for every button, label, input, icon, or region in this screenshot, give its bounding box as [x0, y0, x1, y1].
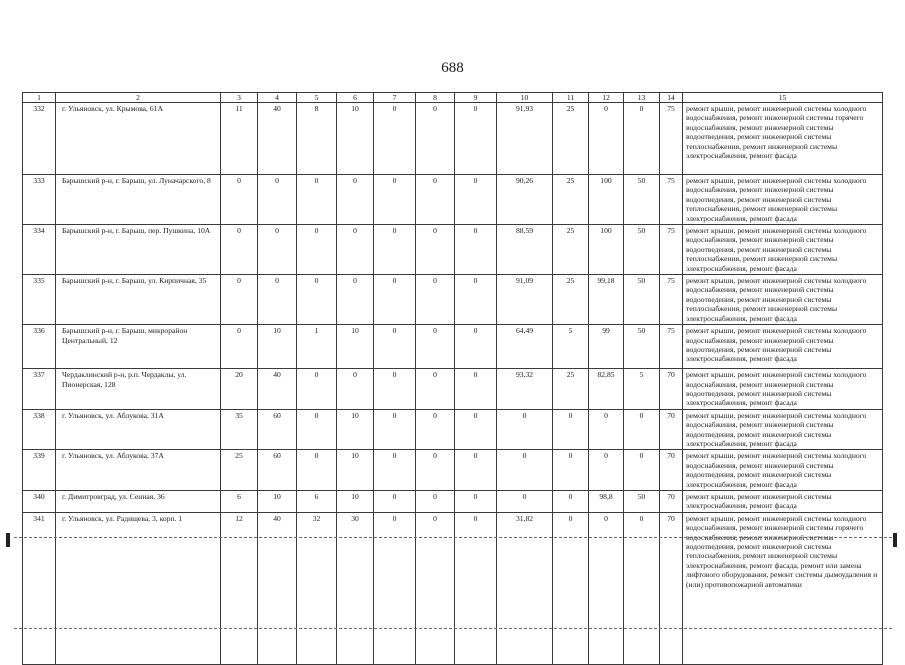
address-cell: г. Димитровград, ул. Сенная, 36 — [56, 490, 221, 512]
scan-margin-mark — [6, 533, 10, 547]
value-cell-c4: 40 — [258, 369, 297, 410]
column-number: 14 — [660, 93, 683, 103]
column-number: 2 — [56, 93, 221, 103]
value-cell-c10: 0 — [497, 450, 553, 491]
column-number: 5 — [297, 93, 337, 103]
column-number: 12 — [589, 93, 624, 103]
column-number-row — [23, 93, 883, 103]
value-cell-c14: 75 — [660, 225, 683, 275]
address-cell: Барышский р-н, г. Барыш, ул. Кирпичная, 35 — [56, 275, 221, 325]
table-row — [23, 225, 883, 275]
scan-dashed-line — [14, 537, 892, 538]
row-number: 334 — [23, 225, 56, 275]
value-cell-c13: 0 — [624, 450, 660, 491]
value-cell-c13: 5 — [624, 369, 660, 410]
value-cell-c7: 0 — [374, 409, 416, 450]
value-cell-c3: 35 — [221, 409, 258, 450]
works-cell: ремонт крыши, ремонт инженерной системы холодного водоснабжения, ремонт инженерной системы водоотведения, ремонт инженерной системы теплоснабжения, ремонт инженерной системы электроснабжения, ремонт фасада — [683, 225, 883, 275]
value-cell-c9: 0 — [455, 175, 497, 225]
value-cell-c8: 0 — [416, 512, 455, 664]
value-cell-c12: 98,8 — [589, 490, 624, 512]
value-cell-c11: 25 — [553, 275, 589, 325]
value-cell-c4: 60 — [258, 450, 297, 491]
table-row — [23, 103, 883, 175]
value-cell-c3: 0 — [221, 175, 258, 225]
value-cell-c8: 0 — [416, 225, 455, 275]
value-cell-c8: 0 — [416, 450, 455, 491]
value-cell-c12: 99 — [589, 325, 624, 369]
value-cell-c10: 91,93 — [497, 103, 553, 175]
value-cell-c4: 0 — [258, 175, 297, 225]
value-cell-c6: 0 — [337, 175, 374, 225]
value-cell-c10: 0 — [497, 409, 553, 450]
value-cell-c5: 0 — [297, 409, 337, 450]
value-cell-c3: 20 — [221, 369, 258, 410]
works-cell: ремонт крыши, ремонт инженерной системы холодного водоснабжения, ремонт инженерной системы водоотведения, ремонт инженерной системы электроснабжения, ремонт фасада — [683, 325, 883, 369]
value-cell-c9: 0 — [455, 275, 497, 325]
row-number: 335 — [23, 275, 56, 325]
value-cell-c14: 70 — [660, 490, 683, 512]
value-cell-c14: 75 — [660, 325, 683, 369]
value-cell-c4: 40 — [258, 103, 297, 175]
value-cell-c12: 99,18 — [589, 275, 624, 325]
value-cell-c9: 0 — [455, 225, 497, 275]
value-cell-c11: 0 — [553, 490, 589, 512]
column-number: 9 — [455, 93, 497, 103]
value-cell-c11: 25 — [553, 175, 589, 225]
value-cell-c6: 10 — [337, 103, 374, 175]
value-cell-c14: 75 — [660, 275, 683, 325]
address-cell: Чердаклинский р-н, р.п. Чердаклы, ул. Пионерская, 128 — [56, 369, 221, 410]
value-cell-c5: 0 — [297, 369, 337, 410]
value-cell-c12: 0 — [589, 450, 624, 491]
value-cell-c5: 0 — [297, 175, 337, 225]
works-cell: ремонт крыши, ремонт инженерной системы холодного водоснабжения, ремонт инженерной системы водоотведения, ремонт инженерной системы теплоснабжения, ремонт инженерной системы электроснабжения, ремонт фасада — [683, 275, 883, 325]
value-cell-c14: 75 — [660, 175, 683, 225]
value-cell-c12: 0 — [589, 512, 624, 664]
value-cell-c13: 0 — [624, 512, 660, 664]
works-cell: ремонт крыши, ремонт инженерной системы холодного водоснабжения, ремонт инженерной системы водоотведения, ремонт инженерной системы электроснабжения, ремонт фасада — [683, 409, 883, 450]
value-cell-c12: 0 — [589, 103, 624, 175]
value-cell-c13: 50 — [624, 175, 660, 225]
value-cell-c5: 0 — [297, 450, 337, 491]
address-cell: г. Ульяновск, ул. Аблукова, 37А — [56, 450, 221, 491]
value-cell-c6: 0 — [337, 225, 374, 275]
value-cell-c8: 0 — [416, 369, 455, 410]
table-row — [23, 175, 883, 225]
value-cell-c7: 0 — [374, 275, 416, 325]
value-cell-c13: 50 — [624, 225, 660, 275]
value-cell-c6: 0 — [337, 369, 374, 410]
value-cell-c4: 0 — [258, 225, 297, 275]
value-cell-c4: 10 — [258, 325, 297, 369]
value-cell-c7: 0 — [374, 490, 416, 512]
value-cell-c4: 40 — [258, 512, 297, 664]
value-cell-c14: 70 — [660, 369, 683, 410]
row-number: 337 — [23, 369, 56, 410]
value-cell-c11: 0 — [553, 512, 589, 664]
value-cell-c13: 50 — [624, 490, 660, 512]
value-cell-c11: 5 — [553, 325, 589, 369]
value-cell-c3: 0 — [221, 275, 258, 325]
works-cell: ремонт крыши, ремонт инженерной системы холодного водоснабжения, ремонт инженерной системы водоотведения, ремонт инженерной системы теплоснабжения, ремонт инженерной системы электроснабжения, ремонт фасада — [683, 175, 883, 225]
table-row — [23, 275, 883, 325]
works-cell: ремонт крыши, ремонт инженерной системы электроснабжения, ремонт фасада — [683, 490, 883, 512]
value-cell-c8: 0 — [416, 490, 455, 512]
address-cell: г. Ульяновск, ул. Аблукова, 31А — [56, 409, 221, 450]
value-cell-c14: 70 — [660, 409, 683, 450]
scan-margin-mark — [893, 533, 897, 547]
value-cell-c8: 0 — [416, 175, 455, 225]
column-number: 11 — [553, 93, 589, 103]
value-cell-c7: 0 — [374, 175, 416, 225]
column-number: 15 — [683, 93, 883, 103]
value-cell-c10: 0 — [497, 490, 553, 512]
row-number: 339 — [23, 450, 56, 491]
value-cell-c9: 0 — [455, 103, 497, 175]
value-cell-c8: 0 — [416, 103, 455, 175]
value-cell-c11: 25 — [553, 103, 589, 175]
value-cell-c7: 0 — [374, 103, 416, 175]
works-table — [22, 92, 883, 665]
value-cell-c12: 0 — [589, 409, 624, 450]
column-number: 13 — [624, 93, 660, 103]
value-cell-c7: 0 — [374, 369, 416, 410]
value-cell-c8: 0 — [416, 325, 455, 369]
value-cell-c9: 0 — [455, 490, 497, 512]
value-cell-c12: 100 — [589, 225, 624, 275]
value-cell-c3: 6 — [221, 490, 258, 512]
value-cell-c11: 0 — [553, 450, 589, 491]
value-cell-c9: 0 — [455, 325, 497, 369]
value-cell-c5: 6 — [297, 490, 337, 512]
value-cell-c6: 10 — [337, 409, 374, 450]
value-cell-c14: 70 — [660, 512, 683, 664]
value-cell-c5: 1 — [297, 325, 337, 369]
value-cell-c10: 93,32 — [497, 369, 553, 410]
value-cell-c10: 64,49 — [497, 325, 553, 369]
value-cell-c10: 91,09 — [497, 275, 553, 325]
table-row — [23, 512, 883, 664]
column-number: 10 — [497, 93, 553, 103]
works-cell: ремонт крыши, ремонт инженерной системы холодного водоснабжения, ремонт инженерной системы горячего водоснабжения, ремонт инженерной системы водоотведения, ремонт инженерной системы теплоснабжения, ремонт инженерной системы электроснабжения, ремонт фасада, ремонт или замена лифтового оборудования, ремонт системы дымоудаления и (или) противопожарной автоматики — [683, 512, 883, 664]
value-cell-c3: 11 — [221, 103, 258, 175]
value-cell-c7: 0 — [374, 512, 416, 664]
works-cell: ремонт крыши, ремонт инженерной системы холодного водоснабжения, ремонт инженерной системы водоотведения, ремонт инженерной системы электроснабжения, ремонт фасада — [683, 369, 883, 410]
value-cell-c6: 0 — [337, 275, 374, 325]
column-number: 7 — [374, 93, 416, 103]
value-cell-c5: 8 — [297, 103, 337, 175]
value-cell-c7: 0 — [374, 325, 416, 369]
row-number: 332 — [23, 103, 56, 175]
scan-dashed-line — [14, 628, 892, 629]
table-row — [23, 325, 883, 369]
value-cell-c13: 50 — [624, 275, 660, 325]
value-cell-c3: 25 — [221, 450, 258, 491]
value-cell-c3: 12 — [221, 512, 258, 664]
table-row — [23, 450, 883, 491]
value-cell-c4: 60 — [258, 409, 297, 450]
value-cell-c3: 0 — [221, 325, 258, 369]
value-cell-c11: 25 — [553, 225, 589, 275]
value-cell-c8: 0 — [416, 275, 455, 325]
works-cell: ремонт крыши, ремонт инженерной системы холодного водоснабжения, ремонт инженерной системы водоотведения, ремонт инженерной системы электроснабжения, ремонт фасада — [683, 450, 883, 491]
row-number: 341 — [23, 512, 56, 664]
address-cell: Барышский р-н, г. Барыш, пер. Пушкина, 10А — [56, 225, 221, 275]
value-cell-c4: 10 — [258, 490, 297, 512]
value-cell-c14: 70 — [660, 450, 683, 491]
address-cell: Барышский р-н, г. Барыш, микрорайон Центральный, 12 — [56, 325, 221, 369]
value-cell-c14: 75 — [660, 103, 683, 175]
row-number: 333 — [23, 175, 56, 225]
page-number: 688 — [441, 60, 464, 76]
value-cell-c8: 0 — [416, 409, 455, 450]
address-cell: г. Ульяновск, ул. Крымова, 61А — [56, 103, 221, 175]
value-cell-c5: 0 — [297, 275, 337, 325]
value-cell-c6: 30 — [337, 512, 374, 664]
value-cell-c12: 100 — [589, 175, 624, 225]
value-cell-c7: 0 — [374, 225, 416, 275]
column-number: 6 — [337, 93, 374, 103]
value-cell-c10: 90,26 — [497, 175, 553, 225]
value-cell-c5: 32 — [297, 512, 337, 664]
column-number: 8 — [416, 93, 455, 103]
row-number: 340 — [23, 490, 56, 512]
value-cell-c6: 10 — [337, 450, 374, 491]
column-number: 3 — [221, 93, 258, 103]
value-cell-c13: 50 — [624, 325, 660, 369]
row-number: 336 — [23, 325, 56, 369]
works-cell: ремонт крыши, ремонт инженерной системы холодного водоснабжения, ремонт инженерной системы горячего водоснабжения, ремонт инженерной системы водоотведения, ремонт инженерной системы теплоснабжения, ремонт инженерной системы электроснабжения, ремонт фасада — [683, 103, 883, 175]
table-row — [23, 490, 883, 512]
row-number: 338 — [23, 409, 56, 450]
address-cell: Барышский р-н, г. Барыш, ул. Луначарского, 8 — [56, 175, 221, 225]
value-cell-c13: 0 — [624, 103, 660, 175]
value-cell-c3: 0 — [221, 225, 258, 275]
value-cell-c6: 10 — [337, 325, 374, 369]
value-cell-c9: 0 — [455, 369, 497, 410]
table-row — [23, 369, 883, 410]
value-cell-c4: 0 — [258, 275, 297, 325]
table-row — [23, 409, 883, 450]
value-cell-c9: 0 — [455, 512, 497, 664]
value-cell-c13: 0 — [624, 409, 660, 450]
value-cell-c12: 82,85 — [589, 369, 624, 410]
value-cell-c10: 31,82 — [497, 512, 553, 664]
column-number: 4 — [258, 93, 297, 103]
value-cell-c10: 88,59 — [497, 225, 553, 275]
value-cell-c5: 0 — [297, 225, 337, 275]
address-cell: г. Ульяновск, ул. Радищева, 3, корп. 1 — [56, 512, 221, 664]
column-number: 1 — [23, 93, 56, 103]
value-cell-c11: 0 — [553, 409, 589, 450]
value-cell-c6: 10 — [337, 490, 374, 512]
value-cell-c9: 0 — [455, 450, 497, 491]
value-cell-c9: 0 — [455, 409, 497, 450]
value-cell-c7: 0 — [374, 450, 416, 491]
value-cell-c11: 25 — [553, 369, 589, 410]
